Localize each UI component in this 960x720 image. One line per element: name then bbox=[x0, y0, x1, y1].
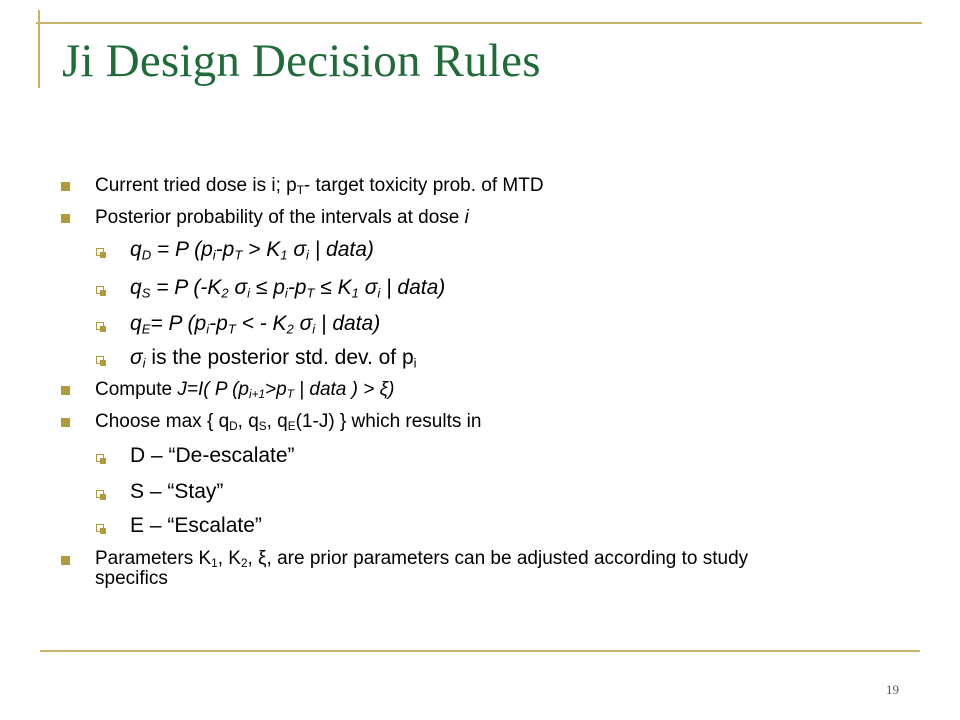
page-number: 19 bbox=[886, 682, 899, 697]
bottom-rule bbox=[40, 650, 920, 652]
sub-bullet-marker bbox=[96, 454, 104, 462]
bullet-marker bbox=[61, 386, 70, 395]
bullet-text: Current tried dose is i; $p_T-$ target toxicity prob. of MTD bbox=[95, 175, 544, 197]
sub-bullet-marker bbox=[96, 356, 104, 364]
bullet-text: Parameters $K_1$, $K_2$, ξ, are prior parameters can be adjusted according to study specifics bbox=[95, 548, 749, 589]
sub-bullet-text: $q_E= P$ ($p_i-p_T$ < - $K_2$ $\sigma_i$ | data) bbox=[130, 312, 381, 337]
sub-bullet-text: $q_S = P$ ($-K_2$ $\sigma_i \le p_i-p_T \le K_1$ $\sigma_i$ | data) bbox=[130, 276, 446, 301]
sub-bullet-marker bbox=[96, 490, 104, 498]
sub-bullet-text: $q_D = P$ ($p_i-p_T > K_1$ $\sigma_i$ | data) bbox=[130, 238, 374, 263]
top-rule bbox=[36, 22, 922, 24]
sub-bullet-marker bbox=[96, 322, 104, 330]
bullet-text: Compute J=I( P ($p_{i+1}>p_T$ | data ) > ξ) bbox=[95, 379, 395, 401]
sub-bullet-marker bbox=[96, 286, 104, 294]
sub-bullet-text: S – “Stay” bbox=[130, 480, 224, 503]
sub-bullet-text: D – “De-escalate” bbox=[130, 444, 295, 467]
bullet-marker bbox=[61, 418, 70, 427]
bullet-text: Posterior probability of the intervals at dose i bbox=[95, 207, 469, 228]
sub-bullet-text: $\sigma_i$ is the posterior std. dev. of $p_i$ bbox=[130, 346, 417, 371]
sub-bullet-text: E – “Escalate” bbox=[130, 514, 262, 537]
bullet-text: Choose max { $q_D$, $q_S$, $q_E(1-J)$ } which results in bbox=[95, 411, 482, 433]
slide-title: Ji Design Decision Rules bbox=[62, 35, 541, 87]
left-rule bbox=[38, 10, 40, 88]
sub-bullet-marker bbox=[96, 524, 104, 532]
sub-bullet-marker bbox=[96, 248, 104, 256]
bullet-marker bbox=[61, 556, 70, 565]
bullet-marker bbox=[61, 214, 70, 223]
bullet-marker bbox=[61, 182, 70, 191]
